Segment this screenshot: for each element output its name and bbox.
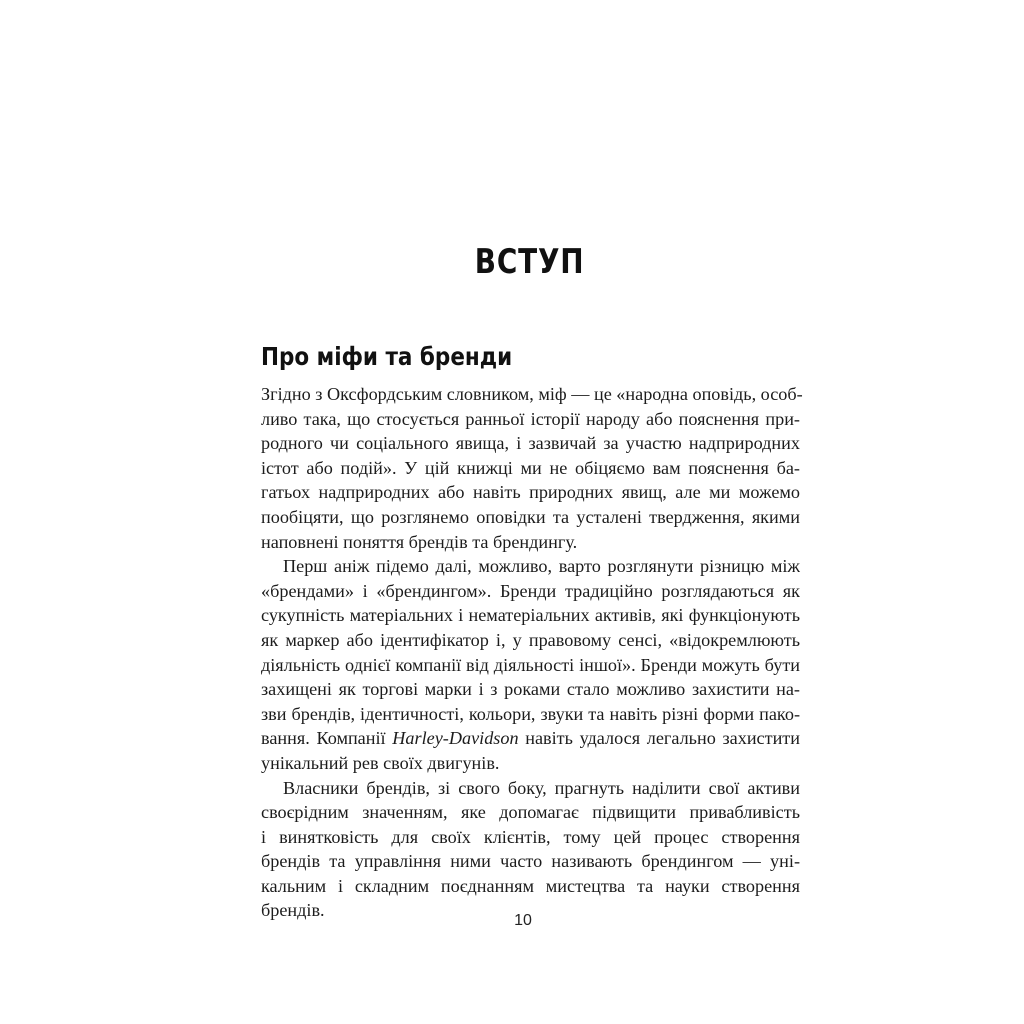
text-line: Перш аніж підемо далі, можливо, варто розглянути різницю між [283, 556, 800, 577]
text-line: сукупність матеріальних і нематеріальних активів, які функціонують [261, 605, 800, 626]
text-line: своєрідним значенням, яке допомагає підвищити привабливість [261, 802, 800, 823]
text-line: унікальний рев своїх двигунів. [261, 752, 500, 773]
text-line-with-italic [261, 726, 800, 751]
text-line: діяльність однієї компанії від діяльності іншої». Бренди можуть бути [261, 654, 800, 675]
text-line: ливо така, що стосується ранньої історії народу або пояснення при- [261, 408, 800, 429]
text-line: як маркер або ідентифікатор і, у правовому сенсі, «відокремлюють [261, 629, 800, 650]
page-number: 10 [514, 912, 532, 929]
brand-name-italic: Harley-Davidson [392, 728, 519, 749]
text-line: гатьох надприродних або навіть природних явищ, але ми можемо [261, 482, 800, 503]
text-line: пообіцяти, що розглянемо оповідки та усталені твердження, якими [261, 506, 800, 527]
text-line: «брендами» і «брендингом». Бренди традиційно розглядаються як [261, 580, 800, 601]
text-line: Власники брендів, зі свого боку, прагнуть наділити свої активи [283, 777, 800, 798]
text-line: істот або подій». У цій книжці ми не обіцяємо вам пояснення ба- [261, 457, 800, 478]
section-title: Про міфи та бренди [261, 342, 513, 371]
text-line: Згідно з Оксфордським словником, міф — це «народна оповідь, особ- [261, 384, 803, 404]
paragraph-2 [261, 554, 800, 775]
paragraph-3 [261, 776, 800, 924]
text-line: кальним і складним поєднанням мистецтва та науки створення [261, 875, 800, 896]
text-line: зви брендів, ідентичності, кольори, звуки та навіть різні форми пако- [261, 703, 800, 724]
body-text [261, 382, 803, 923]
text-line: брендів та управління ними часто називають брендингом — уні- [261, 851, 800, 872]
text-fragment: вання. Компанії [261, 728, 393, 749]
text-line: брендів. [261, 900, 325, 921]
text-line: наповнені поняття брендів та брендингу. [261, 531, 578, 552]
chapter-title: ВСТУП [474, 242, 585, 282]
paragraph-1 [261, 382, 803, 554]
text-line: родного чи соціального явища, і зазвичай за участю надприродних [261, 433, 800, 454]
text-line: і винятковість для своїх клієнтів, тому цей процес створення [261, 826, 800, 847]
text-line: захищені як торгові марки і з роками стало можливо захистити на- [261, 679, 800, 700]
text-fragment: навіть удалося легально захистити [518, 728, 800, 749]
